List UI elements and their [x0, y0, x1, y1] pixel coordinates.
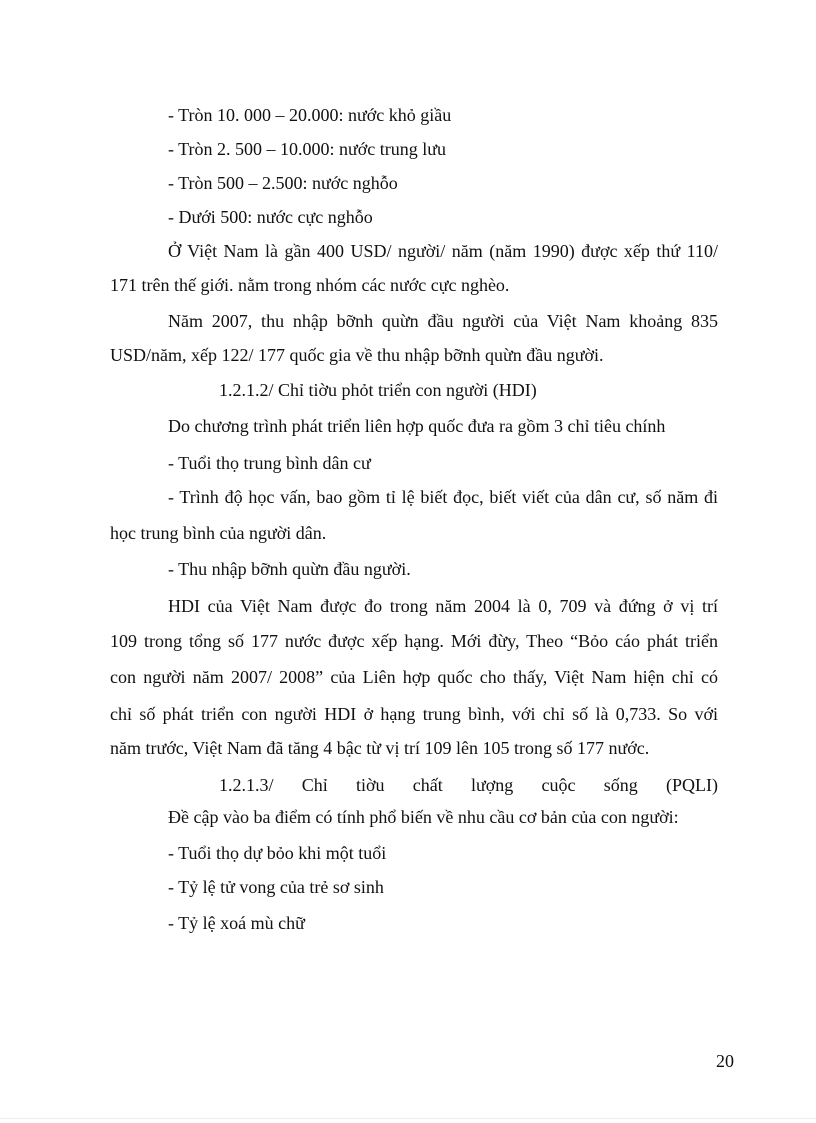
text-line: - Tỷ lệ xoá mù chữ: [168, 913, 305, 933]
text-line: - Tỷ lệ tử vong của trẻ sơ sinh: [168, 877, 384, 897]
text-line: học trung bình của người dân.: [110, 523, 327, 543]
text-line: Ở Việt Nam là gần 400 USD/ người/ năm (năm 1990) được xếp thứ 110/: [168, 241, 718, 261]
text-line: con người năm 2007/ 2008” của Liên hợp quốc cho thấy, Việt Nam hiện chỉ có: [110, 667, 718, 687]
text-line: Do chương trình phát triển liên hợp quốc đưa ra gồm 3 chỉ tiêu chính: [168, 416, 666, 436]
text-line: - Tuổi thọ dự bỏo khi một tuổi: [168, 843, 387, 863]
page-number: 20: [716, 1051, 734, 1071]
text-line: chỉ số phát triển con người HDI ở hạng trung bình, với chỉ số là 0,733. So với: [110, 704, 718, 724]
text-line: - Tròn 500 – 2.500: nước nghỗo: [168, 173, 398, 193]
text-line: Năm 2007, thu nhập bỡnh quừn đầu người của Việt Nam khoảng 835: [168, 311, 718, 331]
section-heading: 1.2.1.3/ Chỉ tiờu chất lượng cuộc sống (PQLI): [219, 775, 718, 795]
text-line: USD/năm, xếp 122/ 177 quốc gia về thu nhập bỡnh quừn đầu người.: [110, 345, 604, 365]
text-line: - Dưới 500: nước cực nghỗo: [168, 207, 373, 227]
text-line: năm trước, Việt Nam đã tăng 4 bậc từ vị trí 109 lên 105 trong số 177 nước.: [110, 738, 650, 758]
text-line: - Thu nhập bỡnh quừn đầu người.: [168, 559, 411, 579]
text-line: 171 trên thế giới. nằm trong nhóm các nước cực nghèo.: [110, 275, 510, 295]
text-line: HDI của Việt Nam được đo trong năm 2004 là 0, 709 và đứng ở vị trí: [168, 596, 718, 616]
text-line: Đề cập vào ba điểm có tính phổ biến về nhu cầu cơ bản của con người:: [168, 807, 679, 827]
text-line: - Tròn 2. 500 – 10.000: nước trung lưu: [168, 139, 447, 159]
text-line: - Tròn 10. 000 – 20.000: nước khỏ giầu: [168, 105, 452, 125]
text-line: 109 trong tổng số 177 nước được xếp hạng. Mới đừy, Theo “Bỏo cáo phát triển: [110, 631, 718, 651]
text-line: - Trình độ học vấn, bao gồm tỉ lệ biết đọc, biết viết của dân cư, số năm đi: [168, 487, 718, 507]
section-heading: 1.2.1.2/ Chỉ tiờu phỏt triển con người (HDI): [219, 380, 537, 400]
text-line: - Tuổi thọ trung bình dân cư: [168, 453, 371, 473]
page-bottom-rule: [0, 1118, 816, 1119]
